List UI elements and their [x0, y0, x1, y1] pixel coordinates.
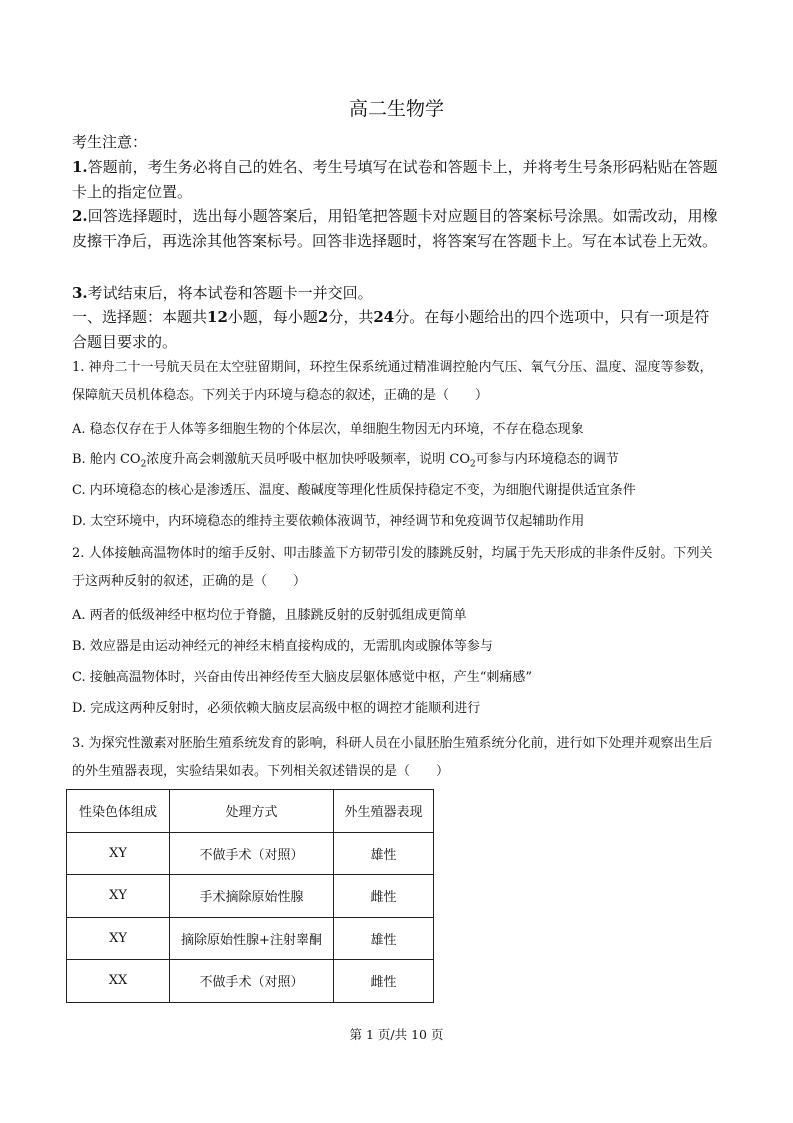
q2-option-c: C. 接触高温物体时，兴奋由传出神经传至大脑皮层躯体感觉中枢，产生“刺痛感”	[72, 670, 533, 685]
table-cell: 不做手术（对照）	[170, 960, 334, 1003]
notice-item-1-number: 1.	[72, 158, 88, 176]
table-cell: 雄性	[334, 917, 434, 960]
q2-option-a: A. 两者的低级神经中枢均位于脊髓，且膝跳反射的反射弧组成更简单	[72, 608, 467, 623]
table-cell: 摘除原始性腺+注射睾酮	[170, 917, 334, 960]
q1-option-a: A. 稳态仅存在于人体等多细胞生物的个体层次，单细胞生物因无内环境，不存在稳态现象	[72, 422, 584, 437]
notice-heading: 考生注意：	[72, 133, 148, 151]
notice-item-2	[72, 204, 722, 253]
table-row	[67, 917, 434, 960]
table-cell: XX	[67, 960, 170, 1003]
q1-option-b-sub-2: 2	[470, 459, 476, 470]
table-row	[67, 960, 434, 1003]
table-row	[67, 832, 434, 875]
notice-item-2-text: 回答选择题时，选出每小题答案后，用铅笔把答题卡对应题目的答案标号涂黑。如需改动，用橡皮擦干净后，再选涂其他答案标号。回答非选择题时，将答案写在答题卡上。写在本试卷上无效。	[72, 207, 718, 250]
q2-stem: 2. 人体接触高温物体时的缩手反射、叩击膝盖下方韧带引发的膝跳反射，均属于先天形成的非条件反射。下列关于这两种反射的叙述，正确的是（ ）	[72, 546, 713, 589]
q1-option-b-part-3: 可参与内环境稳态的调节	[475, 452, 619, 467]
table-header-cell: 性染色体组成	[67, 790, 170, 833]
table-cell: 不做手术（对照）	[170, 832, 334, 875]
experiment-table	[66, 789, 434, 1003]
notice-item-3-text: 考试结束后，将本试卷和答题卡一并交回。	[87, 284, 373, 302]
table-row	[67, 875, 434, 918]
table-cell: 手术摘除原始性腺	[170, 875, 334, 918]
notice-item-2-number: 2.	[72, 207, 88, 225]
section-1-mid-1: 小题，每小题	[227, 308, 318, 326]
q1-option-b	[72, 446, 722, 474]
q1-option-b-part-2: 浓度升高会刺激航天员呼吸中枢加快呼吸频率，说明 CO	[146, 452, 471, 467]
section-1-points-total: 24	[373, 308, 395, 326]
q2-option-b: B. 效应器是由运动神经元的神经末梢直接构成的，无需肌肉或腺体等参与	[72, 639, 493, 654]
table-cell: XY	[67, 917, 170, 960]
table-header-cell: 外生殖器表现	[334, 790, 434, 833]
table-header-cell: 处理方式	[170, 790, 334, 833]
section-1-heading	[72, 305, 722, 354]
q2-option-d: D. 完成这两种反射时，必须依赖大脑皮层高级中枢的调控才能顺利进行	[72, 701, 481, 716]
section-1-mid-2: 分，共	[328, 308, 374, 326]
q1-option-d: D. 太空环境中，内环境稳态的维持主要依赖体液调节，神经调节和免疫调节仅起辅助作用	[72, 514, 585, 529]
notice-item-3-number: 3.	[72, 284, 88, 302]
table-cell: 雌性	[334, 875, 434, 918]
table-header-row	[67, 790, 434, 833]
table-cell: XY	[67, 832, 170, 875]
q1-option-b-part-1: B. 舱内 CO	[72, 452, 141, 467]
section-1-points-each: 2	[317, 308, 329, 326]
section-1-suffix: 分。在每小题给出的四个选项中，只有一项是符合题目要求的。	[72, 308, 710, 351]
q1-option-b-sub-1: 2	[140, 459, 147, 470]
page-footer: 第 1 页/共 10 页	[349, 1027, 444, 1042]
section-1-question-count: 12	[207, 308, 228, 326]
q3-stem: 3. 为探究性激素对胚胎生殖系统发育的影响，科研人员在小鼠胚胎生殖系统分化前，进行如下处理并观察出生后的外生殖器表现，实验结果如表。下列相关叙述错误的是（ ）	[72, 736, 713, 779]
notice-item-1-text: 答题前，考生务必将自己的姓名、考生号填写在试卷和答题卡上，并将考生号条形码粘贴在答题卡上的指定位置。	[72, 158, 718, 201]
q1-option-c: C. 内环境稳态的核心是渗透压、温度、酸碱度等理化性质保持稳定不变，为细胞代谢提供适宜条件	[72, 483, 636, 498]
notice-item-1	[72, 155, 722, 204]
section-1-prefix: 一、选择题：本题共	[72, 308, 208, 326]
table-cell: XY	[67, 875, 170, 918]
q1-stem: 1. 神舟二十一号航天员在太空驻留期间，环控生保系统通过精准调控舱内气压、氧气分压、温度、湿度等参数，保障航天员机体稳态。下列关于内环境与稳态的叙述，正确的是（ ）	[72, 360, 713, 403]
notice-item-3	[72, 281, 722, 306]
page-title: 高二生物学	[348, 98, 444, 120]
table-cell: 雄性	[334, 832, 434, 875]
table-cell: 雌性	[334, 960, 434, 1003]
